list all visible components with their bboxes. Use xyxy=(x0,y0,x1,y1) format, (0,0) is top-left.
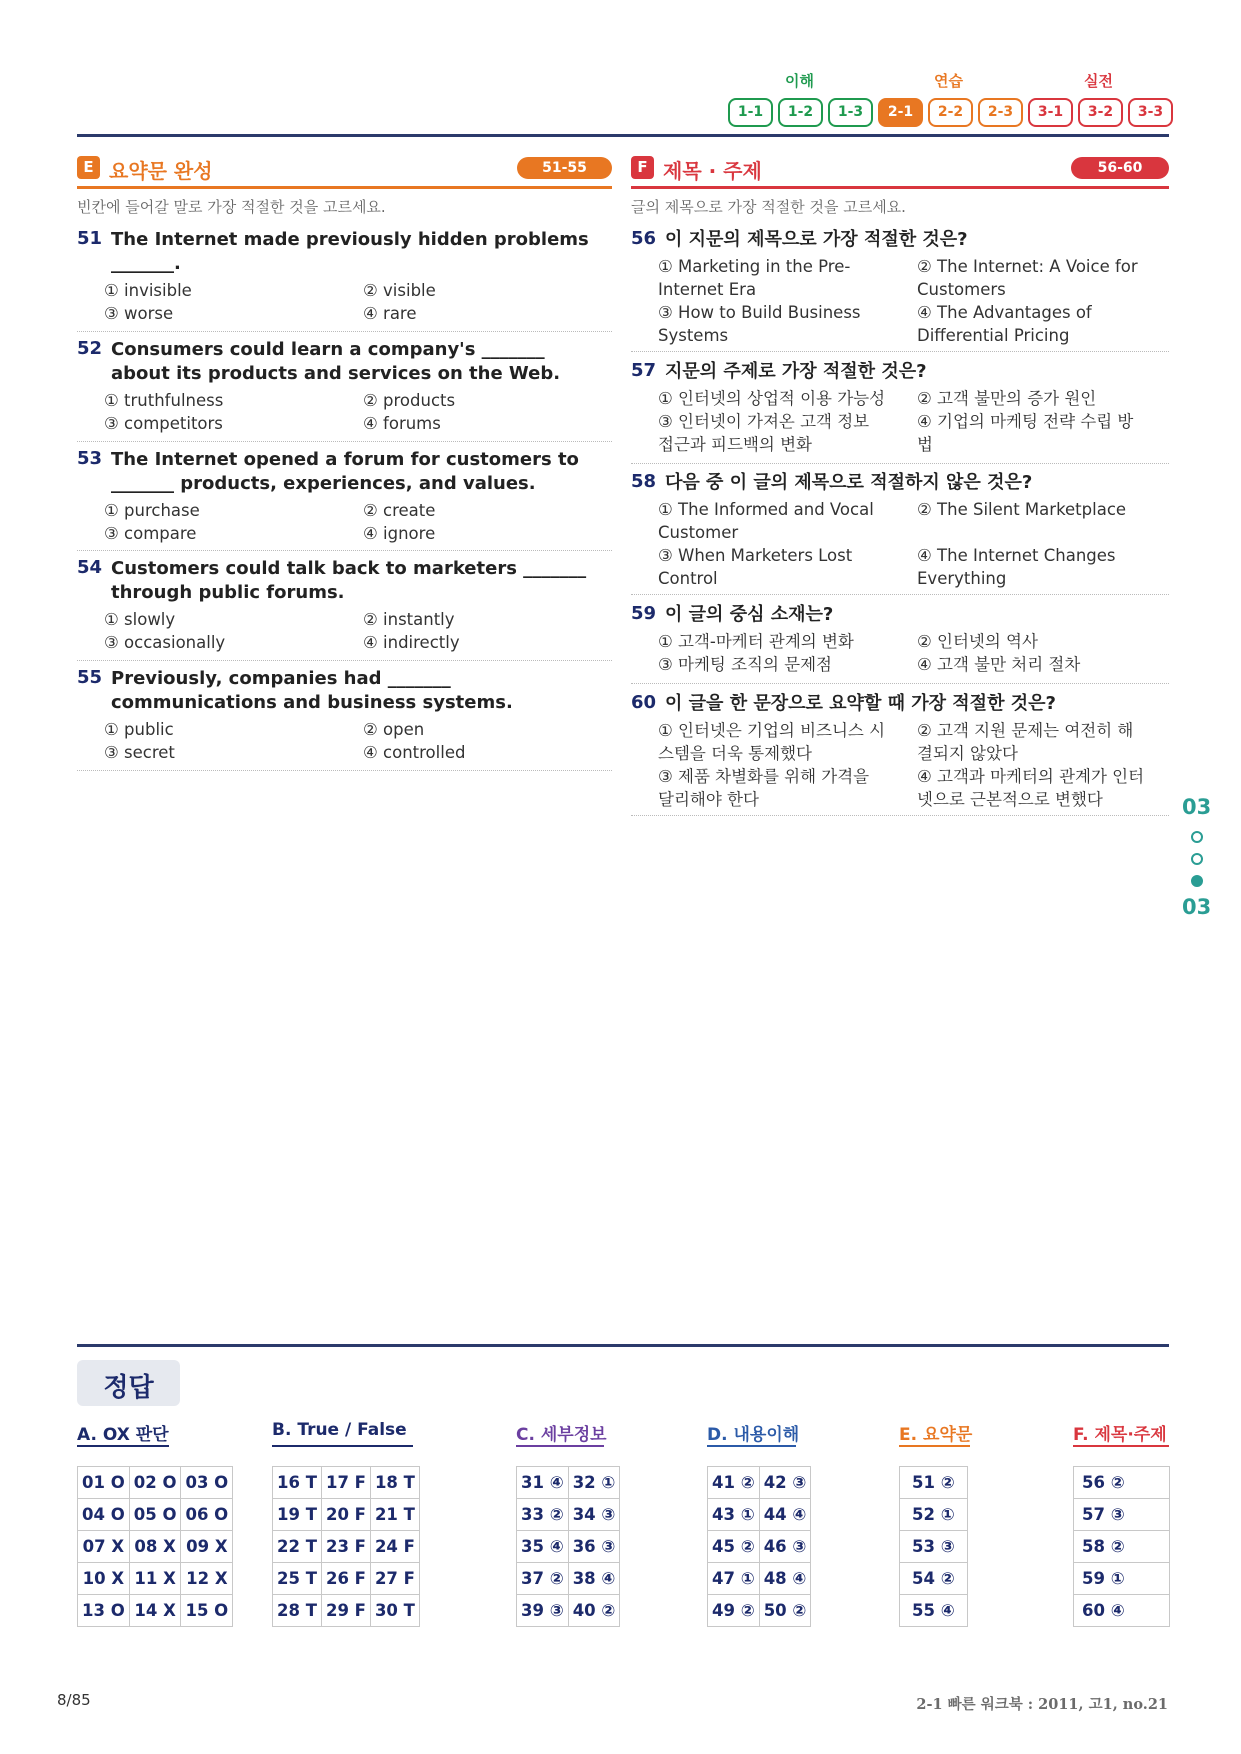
table-cell: 58 ② xyxy=(1074,1531,1170,1563)
table-row xyxy=(517,1499,620,1531)
tab-1-3[interactable]: 1-3 xyxy=(828,98,873,127)
table-cell: 13 O xyxy=(78,1595,130,1627)
tab-3-2[interactable]: 3-2 xyxy=(1078,98,1123,127)
section-f-title: 제목 · 주제 xyxy=(663,159,762,183)
table-cell: 36 ③ xyxy=(568,1531,620,1563)
answer-table-b xyxy=(272,1466,420,1627)
question-stem: 다음 중 이 글의 제목으로 적절하지 않은 것은? xyxy=(665,472,1033,493)
table-cell: 09 X xyxy=(181,1531,233,1563)
question-51 xyxy=(77,228,612,334)
table-cell: 07 X xyxy=(78,1531,130,1563)
table-cell: 18 T xyxy=(370,1467,419,1499)
section-e-letter: E xyxy=(77,156,100,179)
table-row xyxy=(1074,1499,1170,1531)
answer-table-f xyxy=(1073,1466,1170,1627)
table-cell: 53 ③ xyxy=(900,1531,968,1563)
table-cell: 50 ② xyxy=(759,1595,811,1627)
answer-col-a-title: A. OX 판단 xyxy=(77,1425,169,1445)
progress-dot-open xyxy=(1191,853,1203,865)
answer-col-f-underline xyxy=(1073,1445,1169,1447)
question-stem: Customers could talk back to marketers _______ xyxy=(111,558,587,579)
table-cell: 56 ② xyxy=(1074,1467,1170,1499)
answer-table-e xyxy=(899,1466,968,1627)
section-e-title: 요약문 완성 xyxy=(109,159,213,183)
question-number: 54 xyxy=(77,557,103,578)
option-2[interactable]: ② 고객 불만의 증가 원인 xyxy=(917,389,1097,408)
answer-table-d xyxy=(707,1466,811,1627)
option-4[interactable]: ④ 기업의 마케팅 전략 수립 방 법 xyxy=(917,412,1134,454)
source-caption: 2-1 빠른 워크북 : 2011, 고1, no.21 xyxy=(916,1696,1168,1713)
answer-col-d-title: D. 내용이해 xyxy=(707,1425,800,1445)
table-row xyxy=(78,1563,233,1595)
section-f-rule xyxy=(631,186,1169,189)
table-cell: 10 X xyxy=(78,1563,130,1595)
section-e-range: 51-55 xyxy=(517,157,612,179)
question-stem: 이 지문의 제목으로 가장 적절한 것은? xyxy=(665,229,968,250)
question-stem-cont: about its products and services on the Web. xyxy=(111,363,561,384)
table-row xyxy=(900,1467,968,1499)
table-cell: 27 F xyxy=(370,1563,419,1595)
question-55 xyxy=(77,667,612,773)
table-row xyxy=(900,1531,968,1563)
table-row xyxy=(708,1499,811,1531)
table-cell: 01 O xyxy=(78,1467,130,1499)
question-number: 52 xyxy=(77,338,103,359)
table-cell: 35 ④ xyxy=(517,1531,569,1563)
table-row xyxy=(900,1595,968,1627)
question-divider xyxy=(631,683,1169,684)
table-cell: 08 X xyxy=(129,1531,181,1563)
question-56 xyxy=(631,228,1169,348)
option-3[interactable]: ③ occasionally xyxy=(104,633,226,652)
table-cell: 41 ② xyxy=(708,1467,760,1499)
question-divider xyxy=(77,550,612,551)
option-1[interactable]: ① slowly xyxy=(104,610,176,629)
level-group-understanding: 이해 xyxy=(785,72,814,90)
option-1[interactable]: ① truthfulness xyxy=(104,391,224,410)
table-cell: 05 O xyxy=(129,1499,181,1531)
table-row xyxy=(78,1499,233,1531)
option-1[interactable]: ① 인터넷은 기업의 비즈니스 시 스템을 더욱 통제했다 xyxy=(658,721,886,763)
table-cell: 17 F xyxy=(321,1467,370,1499)
table-cell: 37 ② xyxy=(517,1563,569,1595)
option-2[interactable]: ② open xyxy=(363,720,425,739)
option-4[interactable]: ④ The Advantages of Differential Pricing xyxy=(917,303,1092,345)
option-2[interactable]: ② 고객 지원 문제는 여전히 해 결되지 않았다 xyxy=(917,721,1134,763)
table-cell: 38 ④ xyxy=(568,1563,620,1595)
table-row xyxy=(708,1467,811,1499)
option-2[interactable]: ② 인터넷의 역사 xyxy=(917,632,1038,651)
option-4[interactable]: ④ rare xyxy=(363,304,417,323)
table-row xyxy=(517,1595,620,1627)
section-f-letter: F xyxy=(631,156,654,179)
answer-col-f-title: F. 제목·주제 xyxy=(1073,1425,1167,1445)
option-2[interactable]: ② visible xyxy=(363,281,436,300)
option-1[interactable]: ① 고객-마케터 관계의 변화 xyxy=(658,632,854,651)
option-2[interactable]: ② products xyxy=(363,391,456,410)
question-54 xyxy=(77,557,612,663)
table-cell: 33 ② xyxy=(517,1499,569,1531)
option-1[interactable]: ① The Informed and Vocal Customer xyxy=(658,500,874,542)
tab-1-1[interactable]: 1-1 xyxy=(728,98,773,127)
table-row xyxy=(1074,1467,1170,1499)
table-row xyxy=(273,1499,420,1531)
table-cell: 21 T xyxy=(370,1499,419,1531)
table-cell: 54 ② xyxy=(900,1563,968,1595)
option-1[interactable]: ① public xyxy=(104,720,174,739)
question-stem: The Internet made previously hidden problems xyxy=(111,229,589,250)
table-row xyxy=(517,1467,620,1499)
option-3[interactable]: ③ How to Build Business Systems xyxy=(658,303,861,345)
table-cell: 25 T xyxy=(273,1563,322,1595)
answer-col-c-underline xyxy=(516,1445,604,1447)
table-cell: 57 ③ xyxy=(1074,1499,1170,1531)
table-cell: 46 ③ xyxy=(759,1531,811,1563)
option-2[interactable]: ② instantly xyxy=(363,610,455,629)
level-group-practice: 연습 xyxy=(934,72,963,90)
question-number: 56 xyxy=(631,228,657,249)
tab-2-3[interactable]: 2-3 xyxy=(978,98,1023,127)
table-cell: 11 X xyxy=(129,1563,181,1595)
option-3[interactable]: ③ 인터넷이 가져온 고객 정보 접근과 피드백의 변화 xyxy=(658,412,870,454)
question-number: 59 xyxy=(631,603,657,624)
table-cell: 34 ③ xyxy=(568,1499,620,1531)
option-3[interactable]: ③ secret xyxy=(104,743,175,762)
table-row xyxy=(708,1531,811,1563)
option-3[interactable]: ③ worse xyxy=(104,304,174,323)
question-59 xyxy=(631,603,1169,683)
level-navigation xyxy=(728,70,1178,126)
table-cell: 39 ③ xyxy=(517,1595,569,1627)
question-stem-cont: through public forums. xyxy=(111,582,345,603)
question-58 xyxy=(631,471,1169,591)
table-cell: 55 ④ xyxy=(900,1595,968,1627)
answer-col-d-underline xyxy=(707,1445,796,1447)
question-divider xyxy=(631,594,1169,595)
table-row xyxy=(517,1531,620,1563)
option-1[interactable]: ① 인터넷의 상업적 이용 가능성 xyxy=(658,389,886,408)
table-row xyxy=(273,1595,420,1627)
table-cell: 31 ④ xyxy=(517,1467,569,1499)
option-4[interactable]: ④ The Internet Changes Everything xyxy=(917,546,1116,588)
question-stem-cont: _______. xyxy=(111,253,181,274)
answer-title: 정답 xyxy=(103,1373,154,1403)
table-cell: 15 O xyxy=(181,1595,233,1627)
question-stem: 지문의 주제로 가장 적절한 것은? xyxy=(665,361,927,382)
answer-title-box xyxy=(77,1360,180,1406)
tab-3-3[interactable]: 3-3 xyxy=(1128,98,1173,127)
option-3[interactable]: ③ compare xyxy=(104,524,197,543)
progress-dot-open xyxy=(1191,831,1203,843)
question-divider xyxy=(631,463,1169,464)
table-cell: 60 ④ xyxy=(1074,1595,1170,1627)
table-cell: 48 ④ xyxy=(759,1563,811,1595)
table-cell: 16 T xyxy=(273,1467,322,1499)
answer-table-c xyxy=(516,1466,620,1627)
answer-col-b-title: B. True / False xyxy=(272,1420,407,1440)
table-row xyxy=(273,1467,420,1499)
question-stem-cont: communications and business systems. xyxy=(111,692,513,713)
question-stem: Consumers could learn a company's _______ xyxy=(111,339,545,360)
chapter-number-bottom: 03 xyxy=(1182,895,1212,919)
page-number: 8/85 xyxy=(57,1691,91,1709)
question-53 xyxy=(77,448,612,554)
section-f-range: 56-60 xyxy=(1071,157,1169,179)
option-4[interactable]: ④ 고객과 마케터의 관계가 인터 넷으로 근본적으로 변했다 xyxy=(917,767,1145,809)
question-stem: The Internet opened a forum for customers to xyxy=(111,449,579,470)
table-row xyxy=(708,1563,811,1595)
table-cell: 32 ① xyxy=(568,1467,620,1499)
question-number: 58 xyxy=(631,471,657,492)
option-2[interactable]: ② The Silent Marketplace xyxy=(917,500,1127,519)
table-cell: 40 ② xyxy=(568,1595,620,1627)
question-divider xyxy=(631,815,1169,816)
option-4[interactable]: ④ indirectly xyxy=(363,633,460,652)
table-row xyxy=(273,1563,420,1595)
option-4[interactable]: ④ ignore xyxy=(363,524,436,543)
table-row xyxy=(900,1499,968,1531)
answer-col-e-underline xyxy=(899,1445,970,1447)
table-cell: 24 F xyxy=(370,1531,419,1563)
table-cell: 59 ① xyxy=(1074,1563,1170,1595)
table-cell: 14 X xyxy=(129,1595,181,1627)
question-stem: 이 글을 한 문장으로 요약할 때 가장 적절한 것은? xyxy=(665,693,1056,714)
progress-dot-filled xyxy=(1191,875,1203,887)
question-number: 51 xyxy=(77,228,103,249)
table-cell: 04 O xyxy=(78,1499,130,1531)
table-row xyxy=(900,1563,968,1595)
option-2[interactable]: ② The Internet: A Voice for Customers xyxy=(917,257,1138,299)
question-divider xyxy=(77,331,612,332)
question-divider xyxy=(631,351,1169,352)
question-divider xyxy=(77,660,612,661)
table-row xyxy=(1074,1563,1170,1595)
table-cell: 30 T xyxy=(370,1595,419,1627)
question-60 xyxy=(631,692,1169,818)
table-cell: 28 T xyxy=(273,1595,322,1627)
question-number: 55 xyxy=(77,667,103,688)
table-cell: 02 O xyxy=(129,1467,181,1499)
table-cell: 12 X xyxy=(181,1563,233,1595)
section-f-instruction: 글의 제목으로 가장 적절한 것을 고르세요. xyxy=(631,198,906,216)
table-cell: 03 O xyxy=(181,1467,233,1499)
table-row xyxy=(1074,1595,1170,1627)
table-cell: 51 ② xyxy=(900,1467,968,1499)
answer-divider xyxy=(77,1344,1169,1347)
tab-3-1[interactable]: 3-1 xyxy=(1028,98,1073,127)
option-4[interactable]: ④ controlled xyxy=(363,743,466,762)
section-f-header xyxy=(631,156,1169,184)
table-cell: 26 F xyxy=(321,1563,370,1595)
question-stem-cont: _______ products, experiences, and values. xyxy=(111,473,536,494)
option-3[interactable]: ③ competitors xyxy=(104,414,223,433)
question-number: 57 xyxy=(631,360,657,381)
option-3[interactable]: ③ When Marketers Lost Control xyxy=(658,546,853,588)
table-row xyxy=(78,1595,233,1627)
option-4[interactable]: ④ 고객 불만 처리 절차 xyxy=(917,655,1081,674)
answer-col-e-title: E. 요약문 xyxy=(899,1425,973,1445)
header-divider xyxy=(77,134,1169,137)
question-52 xyxy=(77,338,612,444)
section-e-instruction: 빈칸에 들어갈 말로 가장 적절한 것을 고르세요. xyxy=(77,198,386,216)
table-cell: 22 T xyxy=(273,1531,322,1563)
question-stem: 이 글의 중심 소재는? xyxy=(665,604,834,625)
answer-col-b-underline xyxy=(272,1445,413,1447)
level-group-real: 실전 xyxy=(1084,72,1113,90)
table-cell: 19 T xyxy=(273,1499,322,1531)
tab-2-1-active[interactable]: 2-1 xyxy=(878,98,923,127)
table-cell: 23 F xyxy=(321,1531,370,1563)
question-number: 60 xyxy=(631,692,657,713)
table-cell: 45 ② xyxy=(708,1531,760,1563)
section-e-rule xyxy=(77,186,612,189)
table-cell: 20 F xyxy=(321,1499,370,1531)
option-3[interactable]: ③ 마케팅 조직의 문제점 xyxy=(658,655,832,674)
option-1[interactable]: ① Marketing in the Pre- Internet Era xyxy=(658,257,851,299)
tab-2-2[interactable]: 2-2 xyxy=(928,98,973,127)
chapter-number-top: 03 xyxy=(1182,795,1212,819)
table-cell: 43 ① xyxy=(708,1499,760,1531)
question-divider xyxy=(77,441,612,442)
table-row xyxy=(78,1467,233,1499)
table-cell: 06 O xyxy=(181,1499,233,1531)
table-cell: 44 ④ xyxy=(759,1499,811,1531)
table-row xyxy=(78,1531,233,1563)
table-cell: 29 F xyxy=(321,1595,370,1627)
question-57 xyxy=(631,360,1169,472)
option-1[interactable]: ① purchase xyxy=(104,501,200,520)
section-e-header xyxy=(77,156,612,184)
table-cell: 49 ② xyxy=(708,1595,760,1627)
question-divider xyxy=(77,770,612,771)
tab-1-2[interactable]: 1-2 xyxy=(778,98,823,127)
option-2[interactable]: ② create xyxy=(363,501,436,520)
table-row xyxy=(708,1595,811,1627)
table-cell: 47 ① xyxy=(708,1563,760,1595)
table-cell: 52 ① xyxy=(900,1499,968,1531)
answer-table-a xyxy=(77,1466,233,1627)
table-row xyxy=(273,1531,420,1563)
option-4[interactable]: ④ forums xyxy=(363,414,441,433)
option-1[interactable]: ① invisible xyxy=(104,281,192,300)
question-number: 53 xyxy=(77,448,103,469)
answer-col-a-underline xyxy=(77,1445,169,1447)
table-cell: 42 ③ xyxy=(759,1467,811,1499)
table-row xyxy=(517,1563,620,1595)
option-3[interactable]: ③ 제품 차별화를 위해 가격을 달리해야 한다 xyxy=(658,767,870,809)
answer-col-c-title: C. 세부정보 xyxy=(516,1425,607,1445)
table-row xyxy=(1074,1531,1170,1563)
question-stem: Previously, companies had _______ xyxy=(111,668,451,689)
